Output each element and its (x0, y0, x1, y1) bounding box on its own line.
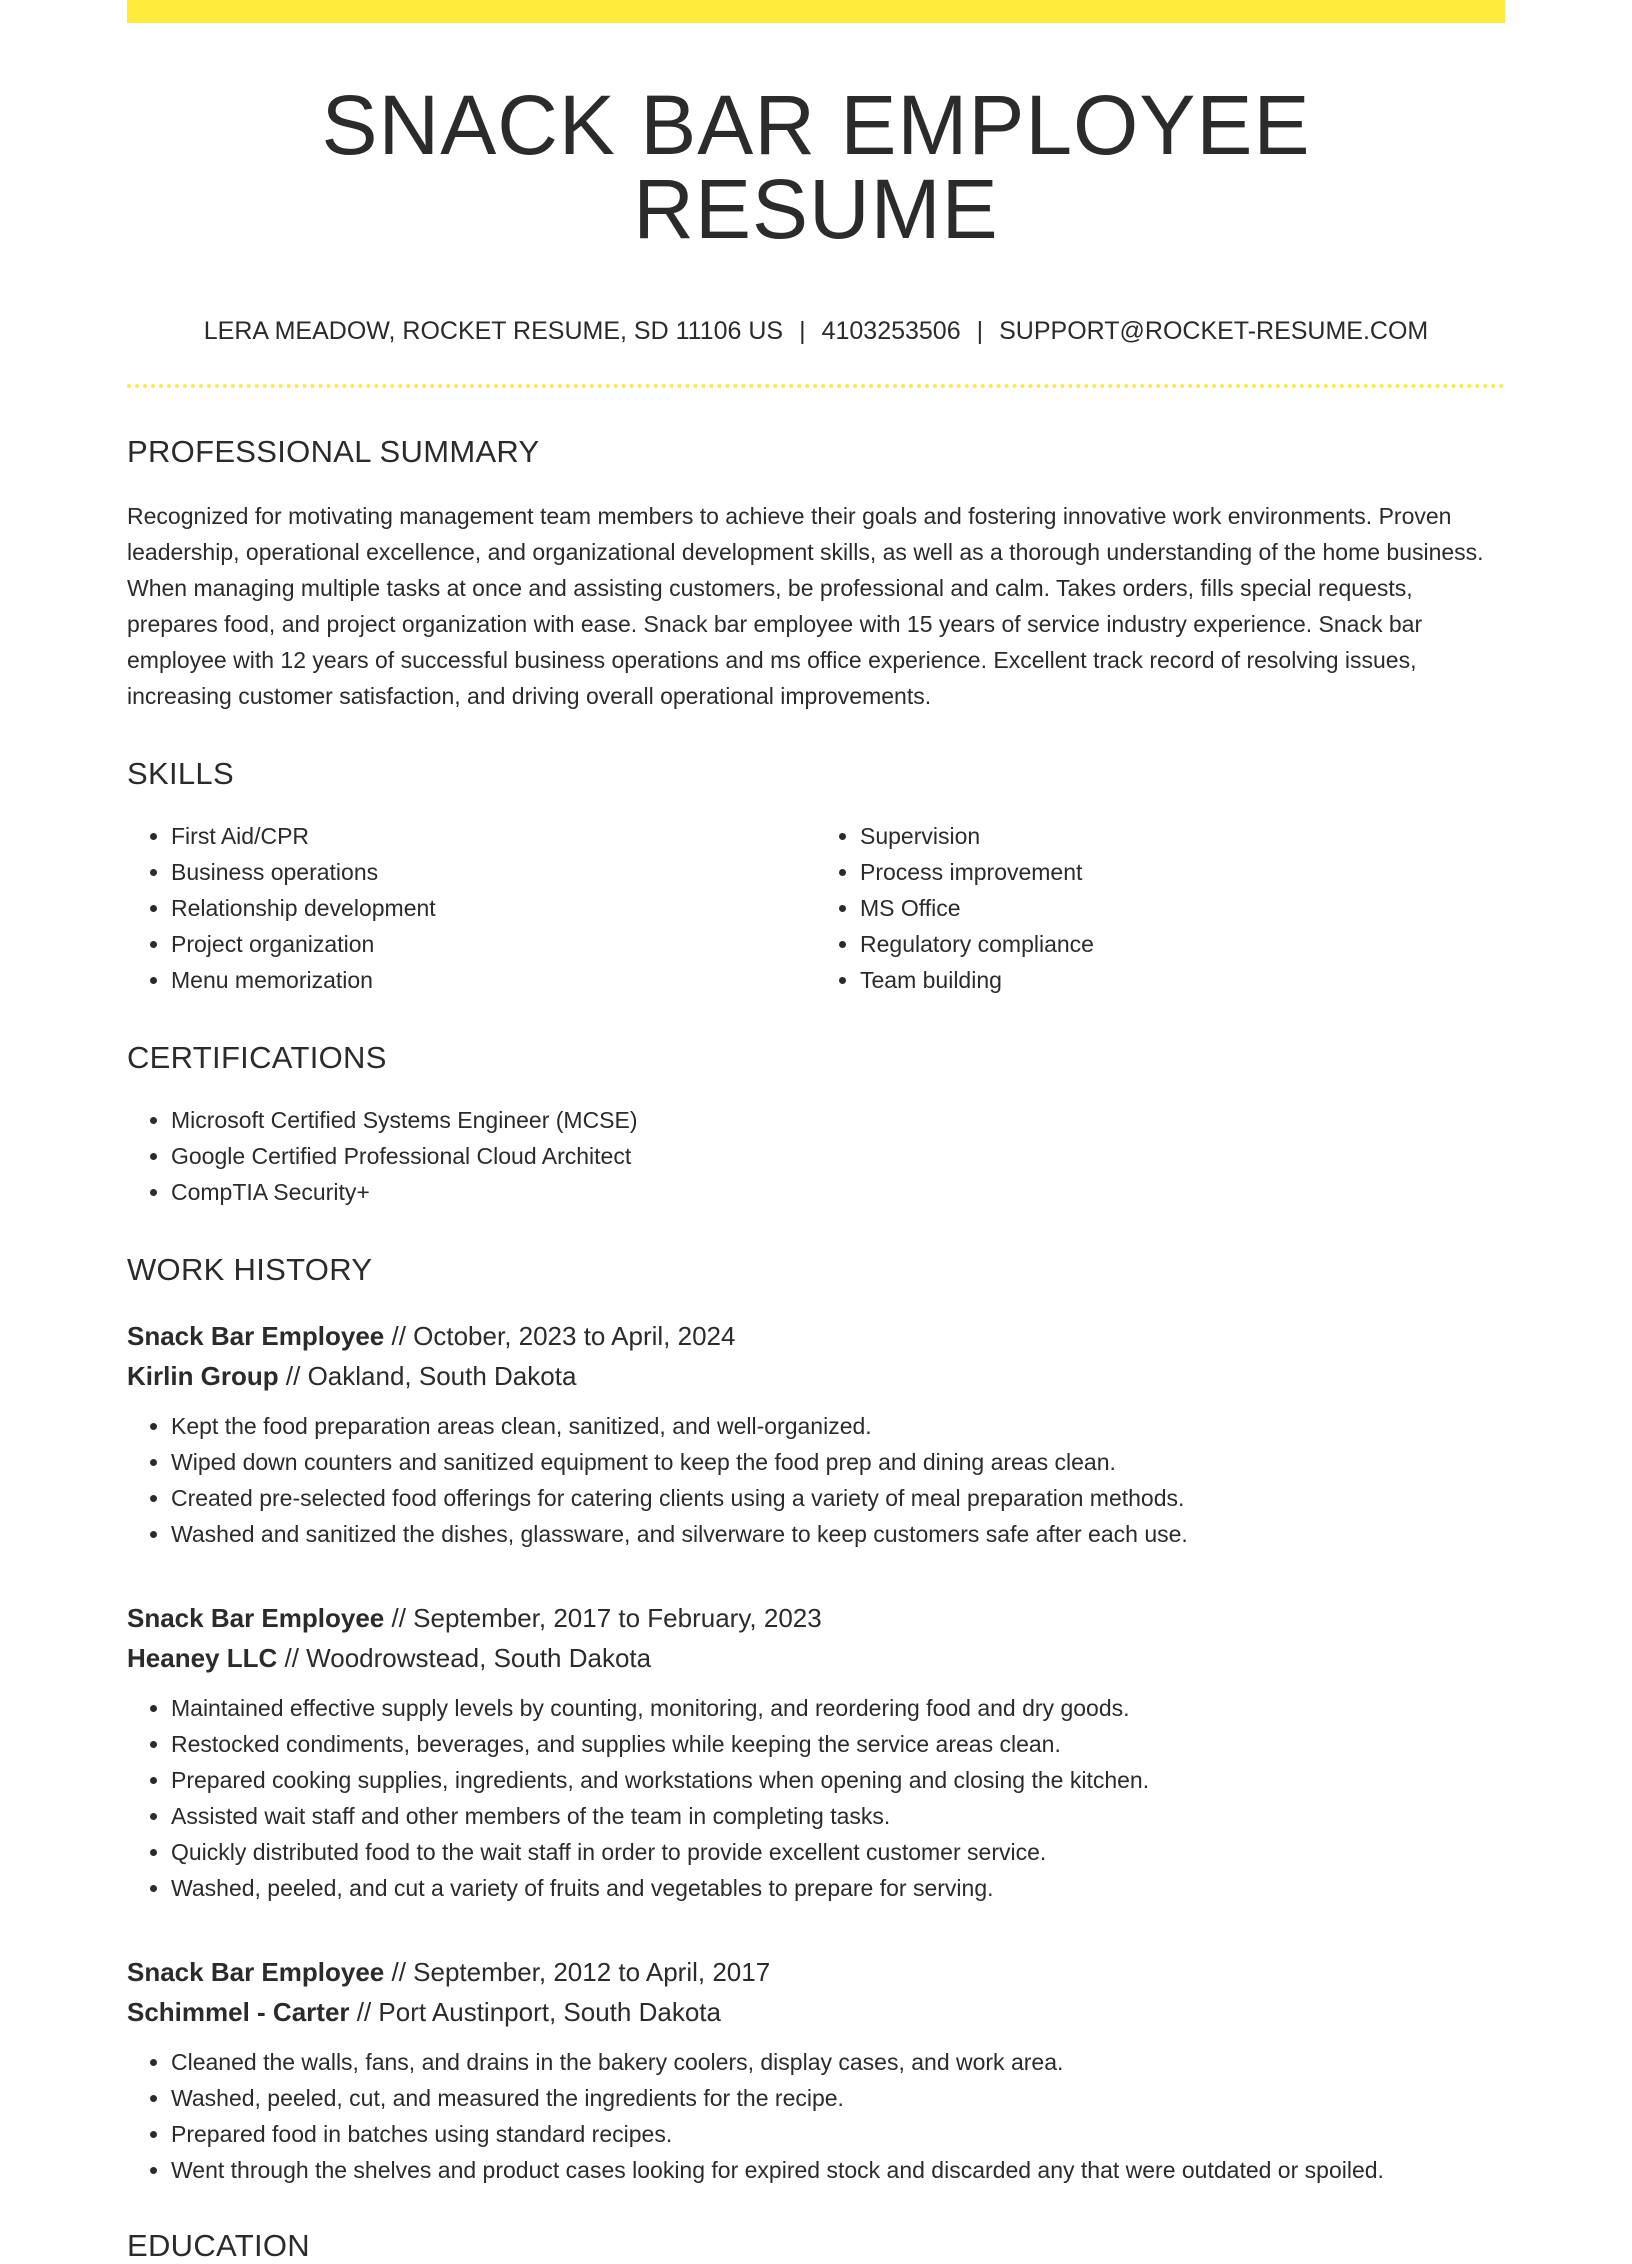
job-bullet: • Went through the shelves and product cases looking for expired stock and discarded any that were outdated or spoiled. (171, 2152, 1505, 2188)
summary-text: Recognized for motivating management team members to achieve their goals and fostering innovative work environments. Proven leadership, operational excellence, and organizational development skills, as well as a thorough understanding of the home business. When managing multiple tasks at once and assisting customers, be professional and calm. Takes orders, fills special requests, prepares food, and project organization with ease. Snack bar employee with 15 years of service industry experience. Snack bar employee with 12 years of successful business operations and ms office experience. Excellent track record of resolving issues, increasing customer satisfaction, and driving overall operational improvements. (127, 503, 1484, 709)
job-bullet: • Prepared food in batches using standard recipes. (171, 2116, 1505, 2152)
job-bullet: • Cleaned the walls, fans, and drains in the bakery coolers, display cases, and work area. (171, 2044, 1505, 2080)
contact-email[interactable]: SUPPORT@ROCKET-RESUME.COM (999, 317, 1429, 345)
summary-heading: PROFESSIONAL SUMMARY (127, 434, 540, 469)
job-company: Schimmel - Carter (127, 1997, 350, 2027)
skills-section (127, 756, 1505, 998)
job-bullet: • Maintained effective supply levels by counting, monitoring, and reordering food and dry goods. (171, 1690, 1505, 1726)
skill-item: • Business operations (171, 854, 816, 890)
contact-line (127, 317, 1505, 346)
resume-page (127, 0, 1505, 2264)
skill-item: • Relationship development (171, 890, 816, 926)
job-bullet: • Quickly distributed food to the wait staff in order to provide excellent customer service. (171, 1834, 1505, 1870)
skill-item: • Regulatory compliance (860, 926, 1505, 962)
job-location: // Woodrowstead, South Dakota (284, 1643, 652, 1673)
job-entry (127, 1598, 1505, 1906)
job-bullets (127, 2044, 1505, 2188)
education-heading: EDUCATION (127, 2228, 310, 2263)
job-bullet: • Washed, peeled, and cut a variety of fruits and vegetables to prepare for serving. (171, 1870, 1505, 1906)
certifications-heading: CERTIFICATIONS (127, 1040, 387, 1075)
job-title-line (127, 1316, 1505, 1356)
job-bullet: • Created pre-selected food offerings for catering clients using a variety of meal preparation methods. (171, 1480, 1505, 1516)
skill-item: • Supervision (860, 818, 1505, 854)
skill-item: • Team building (860, 962, 1505, 998)
job-location: // Port Austinport, South Dakota (356, 1997, 721, 2027)
job-dates: // September, 2012 to April, 2017 (391, 1957, 771, 1987)
resume-title: SNACK BAR EMPLOYEE RESUME (321, 78, 1311, 256)
skill-item: • MS Office (860, 890, 1505, 926)
job-bullet: • Prepared cooking supplies, ingredients, and workstations when opening and closing the kitchen. (171, 1762, 1505, 1798)
certifications-section (127, 1040, 1505, 1210)
job-bullet: • Assisted wait staff and other members of the team in completing tasks. (171, 1798, 1505, 1834)
skills-columns (127, 818, 1505, 998)
contact-separator: | (799, 317, 806, 345)
dotted-divider (127, 384, 1505, 388)
work-history-section (127, 1252, 1505, 2188)
job-entry (127, 1316, 1505, 1552)
skill-item: • Process improvement (860, 854, 1505, 890)
job-title: Snack Bar Employee (127, 1321, 385, 1351)
job-company: Kirlin Group (127, 1361, 279, 1391)
job-entry (127, 1952, 1505, 2188)
skill-item: • First Aid/CPR (171, 818, 816, 854)
certification-item: • Google Certified Professional Cloud Architect (171, 1138, 1505, 1174)
certification-item: • CompTIA Security+ (171, 1174, 1505, 1210)
job-dates: // September, 2017 to February, 2023 (391, 1603, 822, 1633)
skills-heading: SKILLS (127, 756, 234, 791)
job-bullet: • Restocked condiments, beverages, and supplies while keeping the service areas clean. (171, 1726, 1505, 1762)
skills-left-list (127, 818, 816, 998)
job-bullet: • Wiped down counters and sanitized equipment to keep the food prep and dining areas clean. (171, 1444, 1505, 1480)
summary-section (127, 434, 1505, 714)
certifications-list (127, 1102, 1505, 1210)
job-bullets (127, 1408, 1505, 1552)
work-history-heading: WORK HISTORY (127, 1252, 373, 1287)
job-bullets (127, 1690, 1505, 1906)
job-company-line (127, 1356, 1505, 1396)
top-accent-bar (127, 0, 1505, 23)
job-title-line (127, 1598, 1505, 1638)
job-location: // Oakland, South Dakota (285, 1361, 577, 1391)
contact-address: LERA MEADOW, ROCKET RESUME, SD 11106 US (203, 317, 784, 345)
skill-item: • Project organization (171, 926, 816, 962)
job-title-line (127, 1952, 1505, 1992)
contact-separator: | (976, 317, 984, 345)
job-bullet: • Washed, peeled, cut, and measured the ingredients for the recipe. (171, 2080, 1505, 2116)
job-company-line (127, 1638, 1505, 1678)
job-title: Snack Bar Employee (127, 1957, 385, 1987)
skills-right-list (816, 818, 1505, 998)
job-company: Heaney LLC (127, 1643, 278, 1673)
certification-item: • Microsoft Certified Systems Engineer (MCSE) (171, 1102, 1505, 1138)
skill-item: • Menu memorization (171, 962, 816, 998)
education-section (127, 2228, 1505, 2264)
contact-phone[interactable]: 4103253506 (821, 317, 961, 345)
job-dates: // October, 2023 to April, 2024 (391, 1321, 736, 1351)
job-title: Snack Bar Employee (127, 1603, 385, 1633)
job-bullet: • Washed and sanitized the dishes, glassware, and silverware to keep customers safe after each use. (171, 1516, 1505, 1552)
job-company-line (127, 1992, 1505, 2032)
job-bullet: • Kept the food preparation areas clean, sanitized, and well-organized. (171, 1408, 1505, 1444)
